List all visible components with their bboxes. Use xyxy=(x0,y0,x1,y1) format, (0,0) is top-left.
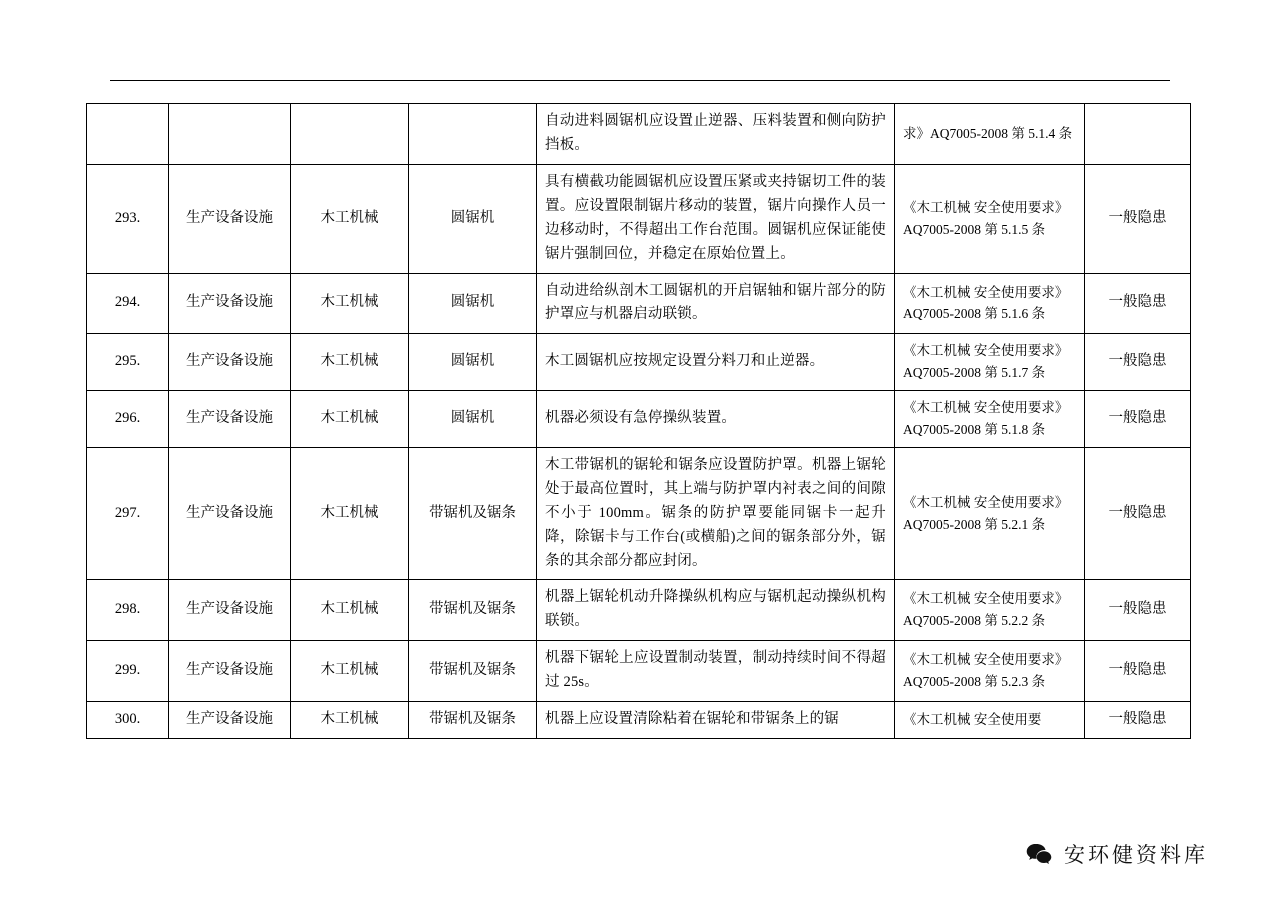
footer-logo-text: 安环健资料库 xyxy=(1064,844,1208,867)
cell-type: 木工机械 xyxy=(291,273,409,334)
table-row xyxy=(87,334,1191,391)
table-row xyxy=(87,104,1191,165)
cell-standard: 《木工机械 安全使用要求》AQ7005-2008 第 5.2.2 条 xyxy=(895,580,1085,641)
cell-item: 带锯机及锯条 xyxy=(409,580,537,641)
header-rule xyxy=(110,80,1170,81)
cell-item: 带锯机及锯条 xyxy=(409,702,537,739)
cell-category xyxy=(169,104,291,165)
cell-description: 机器上锯轮机动升降操纵机构应与锯机起动操纵机构联锁。 xyxy=(537,580,895,641)
cell-description: 机器上应设置清除粘着在锯轮和带锯条上的锯 xyxy=(537,702,895,739)
cell-category: 生产设备设施 xyxy=(169,641,291,702)
table-row xyxy=(87,164,1191,273)
cell-category: 生产设备设施 xyxy=(169,391,291,448)
cell-type: 木工机械 xyxy=(291,702,409,739)
checklist-table-wrapper xyxy=(86,103,1190,739)
cell-no: 298. xyxy=(87,580,169,641)
cell-item: 圆锯机 xyxy=(409,273,537,334)
cell-standard: 《木工机械 安全使用要求》AQ7005-2008 第 5.2.3 条 xyxy=(895,641,1085,702)
table-row xyxy=(87,702,1191,739)
cell-no: 297. xyxy=(87,447,169,580)
cell-description: 木工带锯机的锯轮和锯条应设置防护罩。机器上锯轮处于最高位置时，其上端与防护罩内衬表之间的间隙不小于 100mm。锯条的防护罩要能同锯卡一起升降，除锯卡与工作台(或横船)之间的锯条部分外，锯条的其余部分都应封闭。 xyxy=(537,447,895,580)
cell-category: 生产设备设施 xyxy=(169,447,291,580)
cell-description: 机器下锯轮上应设置制动装置，制动持续时间不得超过 25s。 xyxy=(537,641,895,702)
cell-standard: 《木工机械 安全使用要求》AQ7005-2008 第 5.1.5 条 xyxy=(895,164,1085,273)
cell-no: 299. xyxy=(87,641,169,702)
cell-item xyxy=(409,104,537,165)
cell-level: 一般隐患 xyxy=(1085,273,1191,334)
cell-item: 圆锯机 xyxy=(409,334,537,391)
cell-standard: 《木工机械 安全使用要 xyxy=(895,702,1085,739)
cell-type xyxy=(291,104,409,165)
table-row xyxy=(87,641,1191,702)
cell-no: 300. xyxy=(87,702,169,739)
cell-type: 木工机械 xyxy=(291,164,409,273)
cell-type: 木工机械 xyxy=(291,447,409,580)
cell-category: 生产设备设施 xyxy=(169,164,291,273)
table-row xyxy=(87,580,1191,641)
cell-description: 自动进料圆锯机应设置止逆器、压料装置和侧向防护挡板。 xyxy=(537,104,895,165)
cell-standard: 《木工机械 安全使用要求》AQ7005-2008 第 5.1.8 条 xyxy=(895,391,1085,448)
cell-level: 一般隐患 xyxy=(1085,580,1191,641)
cell-no: 293. xyxy=(87,164,169,273)
cell-type: 木工机械 xyxy=(291,580,409,641)
cell-type: 木工机械 xyxy=(291,334,409,391)
cell-standard: 《木工机械 安全使用要求》AQ7005-2008 第 5.2.1 条 xyxy=(895,447,1085,580)
cell-level: 一般隐患 xyxy=(1085,164,1191,273)
cell-standard: 《木工机械 安全使用要求》AQ7005-2008 第 5.1.6 条 xyxy=(895,273,1085,334)
cell-category: 生产设备设施 xyxy=(169,580,291,641)
cell-no: 294. xyxy=(87,273,169,334)
cell-level: 一般隐患 xyxy=(1085,447,1191,580)
table-row xyxy=(87,391,1191,448)
cell-description: 自动进给纵剖木工圆锯机的开启锯轴和锯片部分的防护罩应与机器启动联锁。 xyxy=(537,273,895,334)
cell-item: 圆锯机 xyxy=(409,391,537,448)
cell-standard: 求》AQ7005-2008 第 5.1.4 条 xyxy=(895,104,1085,165)
cell-type: 木工机械 xyxy=(291,641,409,702)
checklist-table xyxy=(86,103,1191,739)
cell-level: 一般隐患 xyxy=(1085,702,1191,739)
cell-category: 生产设备设施 xyxy=(169,273,291,334)
cell-level: 一般隐患 xyxy=(1085,334,1191,391)
cell-no: 296. xyxy=(87,391,169,448)
table-row xyxy=(87,447,1191,580)
cell-standard: 《木工机械 安全使用要求》AQ7005-2008 第 5.1.7 条 xyxy=(895,334,1085,391)
cell-level: 一般隐患 xyxy=(1085,641,1191,702)
footer-watermark xyxy=(1024,839,1208,869)
cell-no: 295. xyxy=(87,334,169,391)
cell-category: 生产设备设施 xyxy=(169,334,291,391)
table-row xyxy=(87,273,1191,334)
cell-item: 带锯机及锯条 xyxy=(409,447,537,580)
cell-level xyxy=(1085,104,1191,165)
wechat-icon xyxy=(1024,839,1054,869)
cell-item: 带锯机及锯条 xyxy=(409,641,537,702)
cell-type: 木工机械 xyxy=(291,391,409,448)
cell-no xyxy=(87,104,169,165)
cell-level: 一般隐患 xyxy=(1085,391,1191,448)
cell-description: 机器必须设有急停操纵装置。 xyxy=(537,391,895,448)
cell-item: 圆锯机 xyxy=(409,164,537,273)
cell-description: 具有横截功能圆锯机应设置压紧或夹持锯切工件的装置。应设置限制锯片移动的装置，锯片向操作人员一边移动时，不得超出工作台范围。圆锯机应保证能使锯片强制回位，并稳定在原始位置上。 xyxy=(537,164,895,273)
cell-category: 生产设备设施 xyxy=(169,702,291,739)
cell-description: 木工圆锯机应按规定设置分料刀和止逆器。 xyxy=(537,334,895,391)
